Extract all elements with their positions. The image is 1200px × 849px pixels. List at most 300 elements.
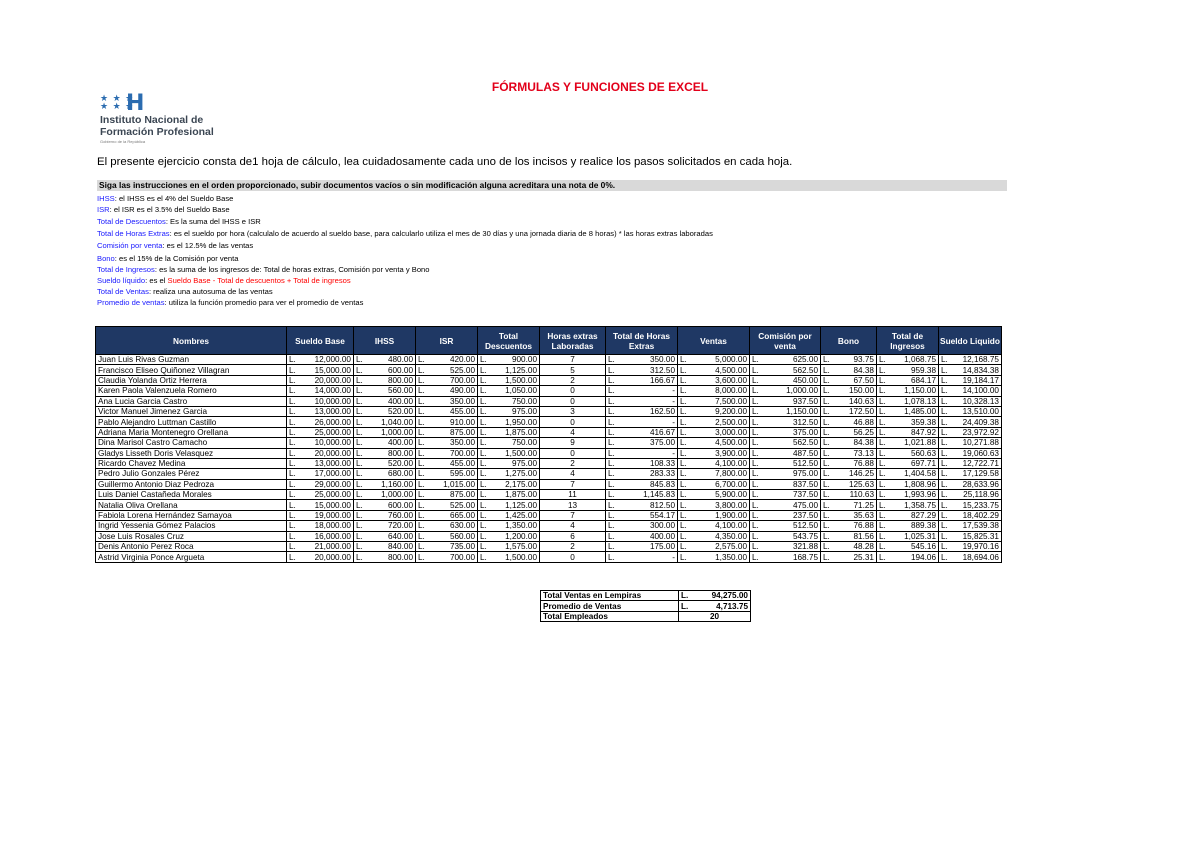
table-cell[interactable] [416, 479, 478, 489]
table-cell[interactable] [821, 500, 877, 510]
cell-value: 0 [570, 386, 575, 396]
currency-symbol: L. [879, 427, 886, 437]
table-cell[interactable] [416, 458, 478, 468]
table-cell[interactable] [821, 479, 877, 489]
table-cell[interactable] [416, 396, 478, 406]
table-cell[interactable] [96, 458, 287, 468]
table-cell[interactable] [606, 542, 678, 552]
table-cell[interactable] [939, 365, 1002, 375]
table-cell[interactable] [750, 458, 821, 468]
table-cell[interactable] [821, 490, 877, 500]
cell-value: 15,825.31 [962, 531, 999, 541]
table-cell[interactable] [416, 365, 478, 375]
table-cell[interactable] [416, 490, 478, 500]
table-cell[interactable] [678, 510, 750, 520]
table-cell[interactable] [750, 552, 821, 562]
currency-symbol: L. [418, 521, 425, 531]
cell-value: 750.00 [511, 438, 537, 448]
table-cell[interactable] [416, 552, 478, 562]
table-cell[interactable] [877, 448, 939, 458]
employee-name: Pedro Julio Gonzales Pérez [98, 469, 200, 479]
cell-value: 7 [570, 479, 575, 489]
table-cell[interactable] [354, 531, 416, 541]
table-cell[interactable] [939, 469, 1002, 479]
table-cell[interactable] [478, 365, 540, 375]
table-cell[interactable] [939, 531, 1002, 541]
table-cell[interactable] [606, 479, 678, 489]
cell-value: 5 [570, 365, 575, 375]
table-cell[interactable] [96, 417, 287, 427]
employee-name: Luis Daniel Castañeda Morales [98, 490, 212, 500]
table-cell[interactable] [478, 406, 540, 416]
employee-name: Adriana Maria Montenegro Orellana [98, 427, 229, 437]
table-cell[interactable] [821, 375, 877, 385]
table-cell[interactable] [287, 479, 354, 489]
table-cell[interactable] [478, 448, 540, 458]
table-cell[interactable] [678, 438, 750, 448]
table-cell[interactable] [821, 417, 877, 427]
table-cell[interactable] [540, 490, 606, 500]
table-cell[interactable] [821, 365, 877, 375]
currency-symbol: L. [289, 407, 296, 417]
table-cell[interactable] [939, 458, 1002, 468]
table-cell[interactable] [750, 500, 821, 510]
table-cell[interactable] [750, 479, 821, 489]
table-cell[interactable] [939, 448, 1002, 458]
table-cell[interactable] [416, 542, 478, 552]
currency-symbol: L. [823, 407, 830, 417]
table-cell[interactable] [678, 542, 750, 552]
table-cell[interactable] [606, 510, 678, 520]
table-cell[interactable] [96, 521, 287, 531]
table-cell[interactable] [354, 552, 416, 562]
table-cell[interactable] [540, 479, 606, 489]
table-cell[interactable] [540, 448, 606, 458]
table-cell[interactable] [540, 427, 606, 437]
table-cell[interactable] [96, 542, 287, 552]
table-cell[interactable] [821, 469, 877, 479]
table-cell[interactable] [877, 531, 939, 541]
table-cell[interactable] [478, 417, 540, 427]
table-cell[interactable] [287, 510, 354, 520]
table-cell[interactable] [750, 531, 821, 541]
table-cell[interactable] [96, 386, 287, 396]
table-cell[interactable] [750, 396, 821, 406]
table-cell[interactable] [877, 438, 939, 448]
table-cell[interactable] [96, 531, 287, 541]
cell-value: 93.75 [853, 355, 874, 365]
table-cell[interactable] [939, 386, 1002, 396]
table-cell[interactable] [416, 510, 478, 520]
table-cell[interactable] [750, 355, 821, 365]
table-cell[interactable] [678, 521, 750, 531]
table-cell[interactable] [877, 386, 939, 396]
cell-value: 554.17 [649, 511, 675, 521]
table-cell[interactable] [877, 510, 939, 520]
cell-value: 0 [570, 552, 575, 562]
table-cell[interactable] [354, 355, 416, 365]
table-cell[interactable] [821, 427, 877, 437]
table-row [96, 386, 1002, 396]
table-cell[interactable] [877, 542, 939, 552]
currency-symbol: L. [941, 448, 948, 458]
table-cell[interactable] [478, 510, 540, 520]
currency-symbol: L. [418, 469, 425, 479]
table-cell[interactable] [478, 396, 540, 406]
table-cell[interactable] [540, 365, 606, 375]
table-cell[interactable] [354, 365, 416, 375]
table-cell[interactable] [606, 355, 678, 365]
currency-symbol: L. [879, 459, 886, 469]
currency-symbol: L. [823, 417, 830, 427]
table-cell[interactable] [606, 396, 678, 406]
cell-value: 975.00 [792, 469, 818, 479]
table-cell[interactable] [354, 448, 416, 458]
table-cell[interactable] [478, 479, 540, 489]
table-cell[interactable] [416, 427, 478, 437]
table-cell[interactable] [354, 406, 416, 416]
table-cell[interactable] [678, 479, 750, 489]
table-cell[interactable] [540, 386, 606, 396]
currency-symbol: L. [879, 479, 886, 489]
table-cell[interactable] [540, 375, 606, 385]
table-cell[interactable] [540, 406, 606, 416]
table-cell[interactable] [877, 365, 939, 375]
table-cell[interactable] [96, 365, 287, 375]
table-cell[interactable] [821, 521, 877, 531]
table-cell[interactable] [877, 375, 939, 385]
table-cell[interactable] [287, 365, 354, 375]
currency-symbol: L. [752, 386, 759, 396]
table-cell[interactable] [96, 438, 287, 448]
cell-value: 4 [570, 427, 575, 437]
table-cell[interactable] [606, 531, 678, 541]
employee-name: Ingrid Yessenia Gómez Palacios [98, 521, 216, 531]
table-cell[interactable] [287, 458, 354, 468]
table-cell[interactable] [678, 365, 750, 375]
table-cell[interactable] [821, 458, 877, 468]
table-cell[interactable] [478, 469, 540, 479]
cell-value: 1,875.00 [505, 490, 537, 500]
table-cell[interactable] [478, 490, 540, 500]
table-cell[interactable] [287, 406, 354, 416]
cell-value: 84.38 [853, 365, 874, 375]
table-cell[interactable] [678, 552, 750, 562]
table-cell[interactable] [678, 386, 750, 396]
table-row [96, 531, 1002, 541]
table-cell[interactable] [750, 448, 821, 458]
table-cell[interactable] [750, 542, 821, 552]
table-cell[interactable] [678, 396, 750, 406]
table-cell[interactable] [416, 521, 478, 531]
table-cell[interactable] [939, 355, 1002, 365]
table-cell[interactable] [877, 396, 939, 406]
page-title: FÓRMULAS Y FUNCIONES DE EXCEL [491, 80, 709, 94]
table-cell[interactable] [939, 510, 1002, 520]
table-cell[interactable] [939, 375, 1002, 385]
currency-symbol: L. [608, 469, 615, 479]
table-cell[interactable] [939, 479, 1002, 489]
table-cell[interactable] [678, 448, 750, 458]
table-cell[interactable] [821, 552, 877, 562]
table-cell[interactable] [606, 521, 678, 531]
table-cell[interactable] [416, 355, 478, 365]
table-cell[interactable] [877, 479, 939, 489]
table-cell[interactable] [750, 510, 821, 520]
table-cell[interactable] [416, 448, 478, 458]
table-cell[interactable] [939, 417, 1002, 427]
table-cell[interactable] [287, 552, 354, 562]
summary-value-cell[interactable] [679, 601, 751, 611]
table-cell[interactable] [540, 531, 606, 541]
table-cell[interactable] [939, 396, 1002, 406]
table-cell[interactable] [540, 396, 606, 406]
summary-value-cell[interactable] [679, 591, 751, 601]
table-cell[interactable] [96, 355, 287, 365]
cell-value: 48.28 [853, 542, 874, 552]
table-cell[interactable] [287, 448, 354, 458]
table-cell[interactable] [750, 469, 821, 479]
table-cell[interactable] [478, 458, 540, 468]
table-cell[interactable] [354, 500, 416, 510]
table-cell[interactable] [606, 458, 678, 468]
table-cell[interactable] [354, 469, 416, 479]
currency-symbol: L. [480, 552, 487, 562]
cell-value: 3,800.00 [715, 500, 747, 510]
table-cell[interactable] [478, 438, 540, 448]
table-cell[interactable] [678, 531, 750, 541]
cell-value: 19,970.16 [962, 542, 999, 552]
table-cell[interactable] [821, 406, 877, 416]
table-cell[interactable] [416, 375, 478, 385]
table-cell[interactable] [478, 386, 540, 396]
table-cell[interactable] [750, 375, 821, 385]
currency-symbol: L. [680, 417, 687, 427]
cell-value: 2 [570, 542, 575, 552]
table-cell[interactable] [750, 417, 821, 427]
table-cell[interactable] [821, 396, 877, 406]
table-cell[interactable] [678, 469, 750, 479]
table-cell[interactable] [939, 406, 1002, 416]
table-cell[interactable] [750, 521, 821, 531]
table-cell[interactable] [287, 438, 354, 448]
table-cell[interactable] [96, 406, 287, 416]
table-cell[interactable] [606, 386, 678, 396]
table-cell[interactable] [416, 469, 478, 479]
table-cell[interactable] [96, 448, 287, 458]
table-cell[interactable] [96, 469, 287, 479]
table-cell[interactable] [540, 417, 606, 427]
table-cell[interactable] [540, 469, 606, 479]
table-cell[interactable] [606, 490, 678, 500]
table-cell[interactable] [540, 552, 606, 562]
table-cell[interactable] [939, 500, 1002, 510]
table-cell[interactable] [287, 500, 354, 510]
currency-symbol: L. [680, 396, 687, 406]
table-cell[interactable] [750, 427, 821, 437]
cell-value: 520.00 [387, 459, 413, 469]
table-cell[interactable] [287, 417, 354, 427]
table-row [96, 500, 1002, 510]
table-cell[interactable] [287, 396, 354, 406]
table-cell[interactable] [416, 406, 478, 416]
table-cell[interactable] [821, 542, 877, 552]
employee-name: Gladys Lisseth Doris Velasquez [98, 448, 214, 458]
table-cell[interactable] [939, 438, 1002, 448]
table-cell[interactable] [354, 386, 416, 396]
table-cell[interactable] [478, 355, 540, 365]
table-cell[interactable] [750, 490, 821, 500]
table-cell[interactable] [606, 427, 678, 437]
currency-symbol: L. [289, 552, 296, 562]
table-cell[interactable] [877, 417, 939, 427]
cell-value: 76.88 [853, 521, 874, 531]
table-cell[interactable] [478, 500, 540, 510]
table-cell[interactable] [821, 438, 877, 448]
table-cell[interactable] [416, 438, 478, 448]
table-cell[interactable] [877, 552, 939, 562]
table-cell[interactable] [354, 521, 416, 531]
table-cell[interactable] [939, 490, 1002, 500]
table-cell[interactable] [821, 510, 877, 520]
table-cell[interactable] [354, 438, 416, 448]
table-cell[interactable] [606, 375, 678, 385]
table-cell[interactable] [96, 510, 287, 520]
table-cell[interactable] [287, 469, 354, 479]
table-cell[interactable] [540, 542, 606, 552]
table-cell[interactable] [354, 458, 416, 468]
table-cell[interactable] [540, 500, 606, 510]
summary-value-cell[interactable] [679, 611, 751, 621]
table-cell[interactable] [540, 521, 606, 531]
table-cell[interactable] [354, 417, 416, 427]
currency-symbol: L. [752, 448, 759, 458]
table-cell[interactable] [478, 375, 540, 385]
table-cell[interactable] [606, 438, 678, 448]
table-cell[interactable] [678, 490, 750, 500]
table-cell[interactable] [540, 510, 606, 520]
table-cell[interactable] [821, 386, 877, 396]
table-cell[interactable] [678, 355, 750, 365]
table-cell[interactable] [478, 521, 540, 531]
table-cell[interactable] [606, 417, 678, 427]
table-cell[interactable] [939, 521, 1002, 531]
table-cell[interactable] [96, 490, 287, 500]
table-cell[interactable] [416, 417, 478, 427]
table-cell[interactable] [287, 542, 354, 552]
currency-symbol: L. [356, 531, 363, 541]
cell-value: 543.75 [792, 531, 818, 541]
table-cell[interactable] [96, 552, 287, 562]
column-header: Total Descuentos [478, 327, 540, 355]
table-cell[interactable] [287, 490, 354, 500]
currency-symbol: L. [680, 542, 687, 552]
cell-value: 194.06 [910, 552, 936, 562]
table-cell[interactable] [287, 521, 354, 531]
currency-symbol: L. [608, 542, 615, 552]
table-cell[interactable] [678, 375, 750, 385]
table-cell[interactable] [354, 427, 416, 437]
table-cell[interactable] [287, 355, 354, 365]
table-cell[interactable] [287, 531, 354, 541]
table-cell[interactable] [678, 406, 750, 416]
table-cell[interactable] [939, 552, 1002, 562]
table-cell[interactable] [287, 386, 354, 396]
table-cell[interactable] [540, 355, 606, 365]
table-cell[interactable] [606, 469, 678, 479]
table-cell[interactable] [354, 542, 416, 552]
table-cell[interactable] [678, 417, 750, 427]
table-cell[interactable] [678, 458, 750, 468]
table-cell[interactable] [750, 406, 821, 416]
table-cell[interactable] [877, 427, 939, 437]
table-cell[interactable] [96, 427, 287, 437]
table-cell[interactable] [287, 427, 354, 437]
table-cell[interactable] [287, 375, 354, 385]
table-cell[interactable] [96, 500, 287, 510]
table-cell[interactable] [606, 448, 678, 458]
table-cell[interactable] [877, 521, 939, 531]
table-cell[interactable] [750, 365, 821, 375]
currency-symbol: L. [356, 542, 363, 552]
table-cell[interactable] [678, 427, 750, 437]
table-cell[interactable] [939, 427, 1002, 437]
table-cell[interactable] [416, 531, 478, 541]
employee-name: Karen Paola Valenzuela Romero [98, 386, 217, 396]
table-cell[interactable] [354, 490, 416, 500]
table-cell[interactable] [750, 386, 821, 396]
table-cell[interactable] [877, 406, 939, 416]
employee-name: Astrid Virginia Ponce Argueta [98, 552, 205, 562]
table-cell[interactable] [606, 500, 678, 510]
table-cell[interactable] [606, 365, 678, 375]
cell-value: 11 [568, 490, 577, 500]
table-cell[interactable] [678, 500, 750, 510]
table-cell[interactable] [606, 552, 678, 562]
table-cell[interactable] [877, 469, 939, 479]
currency-symbol: L. [752, 355, 759, 365]
currency-symbol: L. [879, 542, 886, 552]
table-cell[interactable] [821, 531, 877, 541]
table-cell[interactable] [939, 542, 1002, 552]
table-cell[interactable] [354, 479, 416, 489]
table-cell[interactable] [877, 500, 939, 510]
table-cell[interactable] [877, 490, 939, 500]
table-cell[interactable] [416, 500, 478, 510]
table-cell[interactable] [821, 448, 877, 458]
cell-value: 5,000.00 [715, 355, 747, 365]
table-cell[interactable] [750, 438, 821, 448]
table-cell[interactable] [478, 427, 540, 437]
table-cell[interactable] [877, 355, 939, 365]
table-cell[interactable] [478, 552, 540, 562]
table-cell[interactable] [877, 458, 939, 468]
table-cell[interactable] [540, 438, 606, 448]
table-cell[interactable] [354, 396, 416, 406]
table-cell[interactable] [96, 479, 287, 489]
table-cell[interactable] [96, 396, 287, 406]
table-cell[interactable] [416, 386, 478, 396]
table-cell[interactable] [821, 355, 877, 365]
table-cell[interactable] [478, 542, 540, 552]
table-cell[interactable] [354, 510, 416, 520]
currency-symbol: L. [680, 355, 687, 365]
table-cell[interactable] [354, 375, 416, 385]
table-cell[interactable] [478, 531, 540, 541]
table-cell[interactable] [540, 458, 606, 468]
table-cell[interactable] [606, 406, 678, 416]
table-cell[interactable] [96, 375, 287, 385]
